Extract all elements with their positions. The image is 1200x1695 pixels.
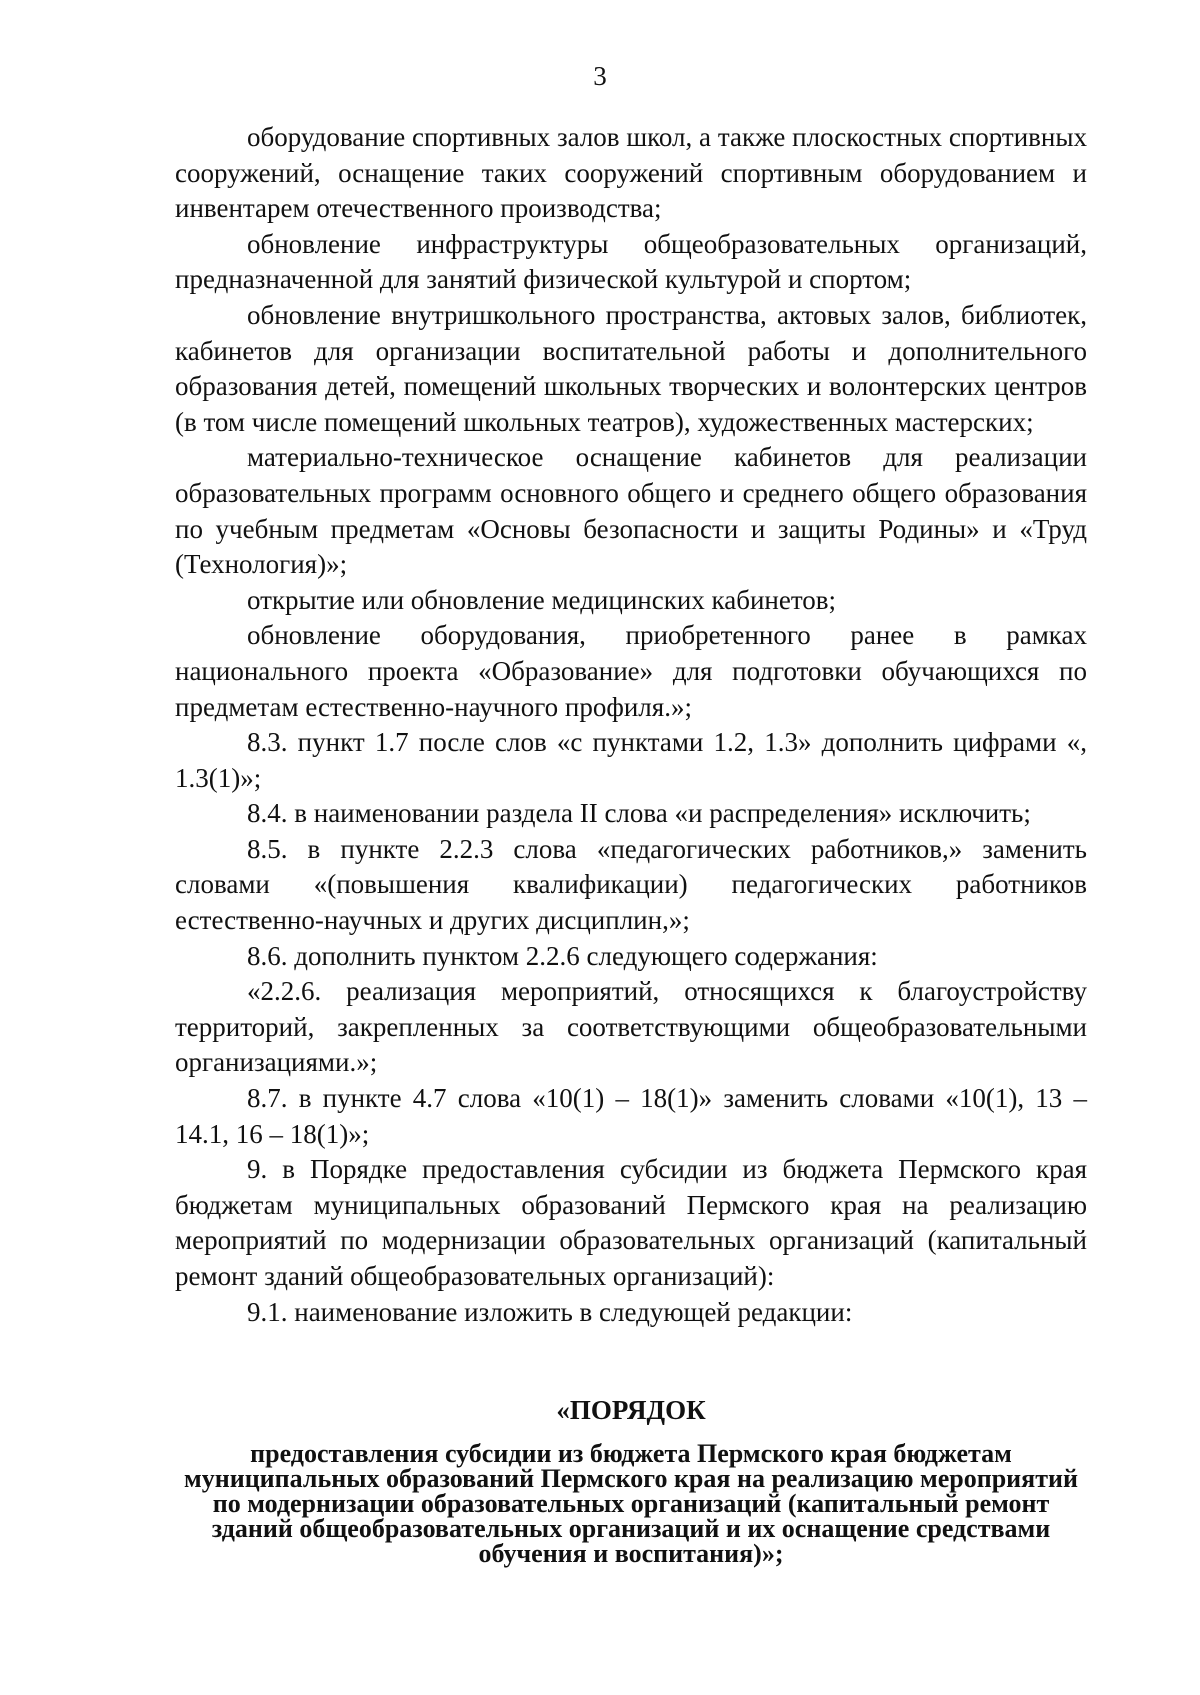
paragraph-sports-halls: оборудование спортивных залов школ, а также плоскостных спортивных сооружений, оснащение таких сооружений спортивным оборудованием и инвентарем отечественного производства; [175, 122, 1087, 224]
paragraph-item-2-2-6: «2.2.6. реализация мероприятий, относящихся к благоустройству территорий, закрепленных за соответствующими общеобразовательными организациями.»; [175, 976, 1087, 1078]
order-heading-subtitle: предоставления субсидии из бюджета Пермского края бюджетам муниципальных образований Пермского края на реализацию мероприятий по модернизации образовательных организаций (капитальный ремонт зданий общеобразовательных организаций и их оснащение средствами обучения и воспитания)»; [184, 1439, 1078, 1568]
paragraph-item-8-6: 8.6. дополнить пунктом 2.2.6 следующего содержания: [247, 940, 878, 971]
paragraph-infrastructure: обновление инфраструктуры общеобразовательных организаций, предназначенной для занятий физической культурой и спортом; [175, 228, 1087, 295]
order-heading-title: «ПОРЯДОК [556, 1395, 706, 1425]
paragraph-item-8-3: 8.3. пункт 1.7 после слов «с пунктами 1.2, 1.3» дополнить цифрами «, 1.3(1)»; [175, 727, 1087, 793]
paragraph-school-space: обновление внутришкольного пространства, актовых залов, библиотек, кабинетов для организации воспитательной работы и дополнительного образования детей, помещений школьных творческих и волонтерских центров (в том числе помещений школьных театров), художественных мастерских; [175, 299, 1087, 437]
paragraph-item-9: 9. в Порядке предоставления субсидии из бюджета Пермского края бюджетам муниципальных образований Пермского края на реализацию мероприятий по модернизации образовательных организаций (капитальный ремонт зданий общеобразовательных организаций): [175, 1154, 1087, 1291]
paragraph-item-9-1: 9.1. наименование изложить в следующей редакции: [247, 1296, 853, 1327]
page-number: 3 [593, 61, 607, 91]
paragraph-item-8-4: 8.4. в наименовании раздела II слова «и распределения» исключить; [247, 798, 1031, 829]
paragraph-equipment-update: обновление оборудования, приобретенного ранее в рамках национального проекта «Образование» для подготовки обучающихся по предметам естественно-научного профиля.»; [175, 620, 1087, 722]
paragraph-medical-rooms: открытие или обновление медицинских кабинетов; [247, 584, 837, 615]
order-heading [175, 1392, 1087, 1566]
paragraph-classroom-equipment: материально-техническое оснащение кабинетов для реализации образовательных программ основного общего и среднего общего образования по учебным предметам «Основы безопасности и защиты Родины» и «Труд (Технология)»; [175, 442, 1087, 580]
document-body [175, 120, 1087, 1330]
paragraph-item-8-7: 8.7. в пункте 4.7 слова «10(1) – 18(1)» заменить словами «10(1), 13 – 14.1, 16 – 18(1)»; [175, 1083, 1087, 1149]
paragraph-item-8-5: 8.5. в пункте 2.2.3 слова «педагогических работников,» заменить словами «(повышения квалификации) педагогических работников естественно-научных и других дисциплин,»; [175, 833, 1087, 936]
